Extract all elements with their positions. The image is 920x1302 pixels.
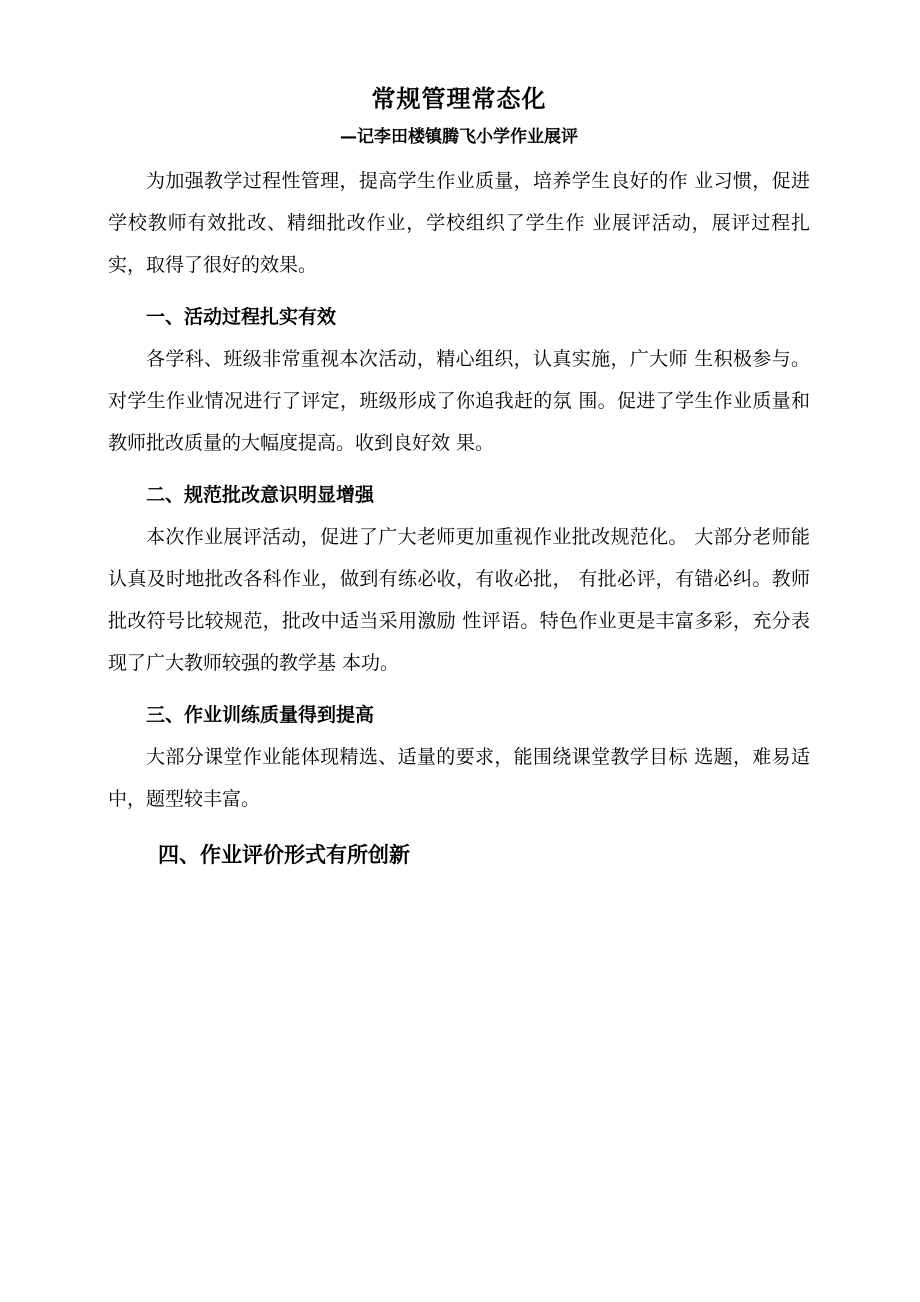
section-heading-2: 二、规范批改意识明显增强 [146, 484, 375, 506]
section-body-2: 本次作业展评活动，促进了广大老师更加重视作业批改规范化。 大部分老师能认真及时地批改各科作业，做到有练必收，有收必批， 有批必评，有错必纠。教师批改符号比较规范，批改中适当采用激励 性评语。特色作业更是丰富多彩，充分表现了广大教师较强的教学基 本功。 [108, 526, 810, 674]
section-heading-3: 三、作业训练质量得到提高 [146, 704, 375, 726]
section-heading-4: 四、作业评价形式有所创新 [158, 843, 410, 867]
page-title: 常规管理常态化 [371, 85, 547, 113]
section-body-3: 大部分课堂作业能体现精选、适量的要求，能围绕课堂教学目标 选题，难易适中，题型较丰富。 [108, 746, 810, 810]
section-body-1: 各学科、班级非常重视本次活动，精心组织，认真实施，广大师 生积极参与。对学生作业情况进行了评定，班级形成了你追我赶的氛 围。促进了学生作业质量和教师批改质量的大幅度提高。收到良好效 果。 [108, 348, 810, 454]
intro-paragraph: 为加强教学过程性管理，提高学生作业质量，培养学生良好的作 业习惯，促进学校教师有效批改、精细批改作业，学校组织了学生作 业展评活动，展评过程扎实，取得了很好的效果。 [108, 170, 810, 276]
page-subtitle: —记李田楼镇腾飞小学作业展评 [340, 127, 578, 147]
section-heading-1: 一、活动过程扎实有效 [146, 306, 337, 328]
